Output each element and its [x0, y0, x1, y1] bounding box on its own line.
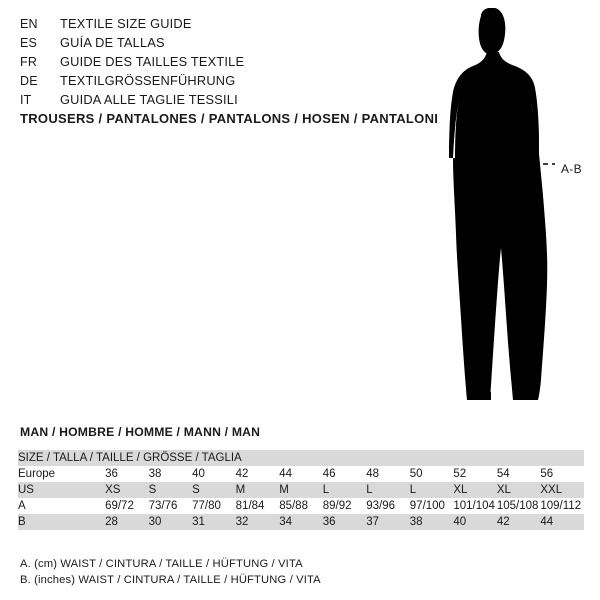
language-text: GUÍA DE TALLAS	[60, 35, 165, 50]
language-text: TEXTILE SIZE GUIDE	[60, 16, 192, 31]
table-cell: 28	[105, 516, 118, 528]
category-title: TROUSERS / PANTALONES / PANTALONS / HOSEN / PANTALONI	[20, 111, 439, 126]
row-label: SIZE / TALLA / TAILLE / GRÖSSE / TAGLIA	[18, 452, 242, 464]
language-text: TEXTILGRÖSSENFÜHRUNG	[60, 73, 236, 88]
table-cell: 37	[366, 516, 380, 528]
language-list	[20, 14, 400, 109]
table-row	[18, 450, 584, 466]
table-cell: M	[235, 484, 246, 496]
table-cell: 32	[235, 516, 249, 528]
note-line: B. (inches) WAIST / CINTURA / TAILLE / HÜFTUNG / VITA	[20, 574, 321, 586]
language-row	[20, 90, 400, 109]
language-row	[20, 33, 400, 52]
language-row	[20, 14, 400, 33]
language-code: ES	[20, 36, 38, 50]
note-line: A. (cm) WAIST / CINTURA / TAILLE / HÜFTUNG / VITA	[20, 558, 303, 570]
size-table	[18, 450, 584, 530]
table-cell: 77/80	[192, 500, 221, 512]
table-cell: 40	[192, 468, 205, 480]
silhouette-icon	[415, 8, 590, 413]
table-cell: 73/76	[148, 500, 178, 512]
table-cell: 56	[540, 468, 554, 480]
language-row	[20, 52, 400, 71]
table-cell: 105/108	[496, 500, 539, 512]
table-cell: 52	[453, 468, 467, 480]
table-cell: M	[279, 484, 289, 496]
table-cell: 101/104	[453, 500, 495, 512]
table-cell: 109/112	[540, 500, 582, 512]
table-cell: L	[409, 484, 417, 496]
table-cell: 44	[540, 516, 554, 528]
row-label: A	[18, 500, 26, 512]
language-text: GUIDE DES TAILLES TEXTILE	[60, 54, 245, 69]
table-cell: 89/92	[322, 500, 352, 512]
measure-label: A-B	[561, 162, 582, 176]
table-cell: XL	[453, 484, 468, 496]
table-cell: 38	[409, 516, 423, 528]
table-row	[18, 514, 584, 530]
table-cell: 36	[105, 468, 118, 480]
table-row	[18, 482, 584, 498]
table-cell: 40	[453, 516, 467, 528]
table-cell: 42	[496, 516, 510, 528]
table-cell: 81/84	[235, 500, 265, 512]
language-text: GUIDA ALLE TAGLIE TESSILI	[60, 92, 238, 107]
table-cell: XL	[496, 484, 511, 496]
row-label: B	[18, 516, 26, 528]
language-code: EN	[20, 17, 38, 31]
table-cell: XS	[105, 484, 121, 496]
table-row	[18, 498, 584, 514]
table-cell: 36	[322, 516, 336, 528]
table-cell: 31	[192, 516, 205, 528]
table-cell: 38	[148, 468, 162, 480]
table-cell: 34	[279, 516, 292, 528]
table-cell: 54	[496, 468, 510, 480]
table-cell: 50	[409, 468, 423, 480]
table-cell: S	[148, 484, 157, 496]
table-cell: XXL	[540, 484, 563, 496]
table-cell: 48	[366, 468, 380, 480]
table-cell: S	[192, 484, 200, 496]
language-code: FR	[20, 55, 38, 69]
language-code: DE	[20, 74, 38, 88]
table-cell: 30	[148, 516, 162, 528]
table-row	[18, 466, 584, 482]
language-code: IT	[20, 93, 32, 107]
table-cell: 97/100	[409, 500, 445, 512]
table-cell: L	[322, 484, 330, 496]
row-label: Europe	[18, 468, 56, 480]
table-notes	[20, 556, 321, 588]
body-figure	[415, 8, 590, 413]
table-cell: 42	[235, 468, 249, 480]
row-label: US	[18, 484, 34, 496]
table-cell: 44	[279, 468, 292, 480]
table-cell: 46	[322, 468, 336, 480]
table-cell: 85/88	[279, 500, 308, 512]
table-group-title: MAN / HOMBRE / HOMME / MANN / MAN	[20, 425, 261, 439]
table-cell: 69/72	[105, 500, 134, 512]
table-cell: L	[366, 484, 373, 496]
table-cell: 93/96	[366, 500, 396, 512]
language-row	[20, 71, 400, 90]
